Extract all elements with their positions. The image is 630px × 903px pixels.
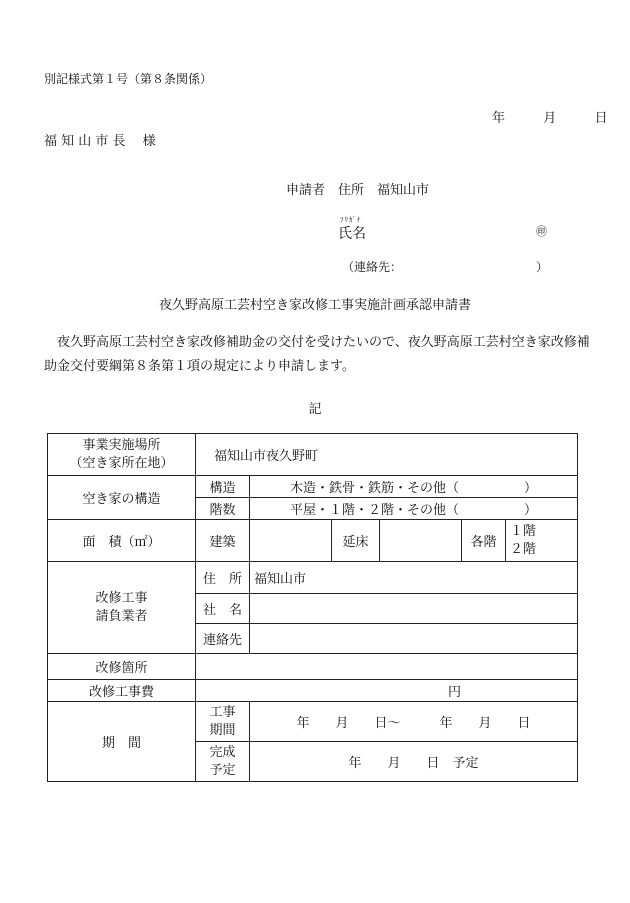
completion-value[interactable]: 年 月 日 予定 [250,742,578,782]
date-day: 日 [594,111,608,126]
floors-sub-label: 階数 [196,498,250,520]
structure-options[interactable]: 木造・鉄骨・鉄筋・その他（ ） [250,476,578,498]
area-floor-value[interactable] [380,520,462,562]
document-body: 夜久野高原工芸村空き家改修補助金の交付を受けたいので、夜久野高原工芸村空き家改修補助金交付要綱第８条第１項の規定により申請します。 [44,335,590,374]
repair-cost-value[interactable]: 円 [196,680,578,702]
structure-sub-label: 構造 [196,476,250,498]
area-building-label: 建築 [196,520,250,562]
date-year: 年 [492,111,506,126]
row-location [48,434,578,476]
ki-heading: 記 [308,402,322,417]
application-table [47,433,578,782]
location-label-line1: 事業実施場所 [82,437,161,453]
applicant-name-label: 氏名 [338,226,366,242]
construction-period-label [196,702,250,742]
row-structure [48,476,578,498]
row-construction-period [48,702,578,742]
contractor-contact-label: 連絡先 [196,624,250,654]
floors-options[interactable]: 平屋・１階・２階・その他（ ） [250,498,578,520]
area-label: 面 積（㎡） [48,520,196,562]
applicant-address: 申請者 住所 福知山市 [286,183,430,198]
area-each-floor-values[interactable] [506,520,578,562]
document-title: 夜久野高原工芸村空き家改修工事実施計画承認申請書 [158,298,471,313]
row-contractor-address [48,562,578,594]
structure-label: 空き家の構造 [48,476,196,520]
construction-period-line1: 工事 [209,704,236,720]
area-floor-label: 延床 [332,520,380,562]
area-floor1: １階 [510,523,537,539]
location-label [48,434,196,476]
form-number: 別記様式第１号（第８条関係） [44,72,213,86]
applicant-contact-close: ） [536,260,549,274]
construction-period-value[interactable]: 年 月 日～ 年 月 日 [250,702,578,742]
contractor-company-label: 社 名 [196,594,250,624]
area-building-value[interactable] [250,520,332,562]
addressee: 福 知 山 市 長 様 [44,134,156,149]
completion-label [196,742,250,782]
date-line [492,107,608,126]
construction-period-line2: 期間 [209,722,236,738]
row-area [48,520,578,562]
seal-icon: ㊞ [536,225,547,238]
period-label: 期 間 [48,702,196,782]
completion-line2: 予定 [209,762,236,778]
row-repair-cost [48,680,578,702]
area-floor2: ２階 [510,541,537,557]
contractor-label [48,562,196,654]
applicant-contact-label: （連絡先： [342,260,403,274]
date-month: 月 [543,111,557,126]
contractor-address-value[interactable]: 福知山市 [250,562,578,594]
repair-cost-label: 改修工事費 [48,680,196,702]
contractor-contact-value[interactable] [250,624,578,654]
furigana-label: ﾌﾘｶﾞﾅ [340,216,362,224]
area-each-floor-label: 各階 [462,520,506,562]
completion-line1: 完成 [209,744,236,760]
contractor-address-label: 住 所 [196,562,250,594]
repair-location-label: 改修箇所 [48,654,196,680]
contractor-label-line2: 請負業者 [95,608,148,624]
contractor-label-line1: 改修工事 [95,590,148,606]
repair-location-value[interactable] [196,654,578,680]
location-label-line2: （空き家所在地） [69,455,174,471]
location-value[interactable]: 福知山市夜久野町 [196,434,578,476]
row-repair-location [48,654,578,680]
contractor-company-value[interactable] [250,594,578,624]
